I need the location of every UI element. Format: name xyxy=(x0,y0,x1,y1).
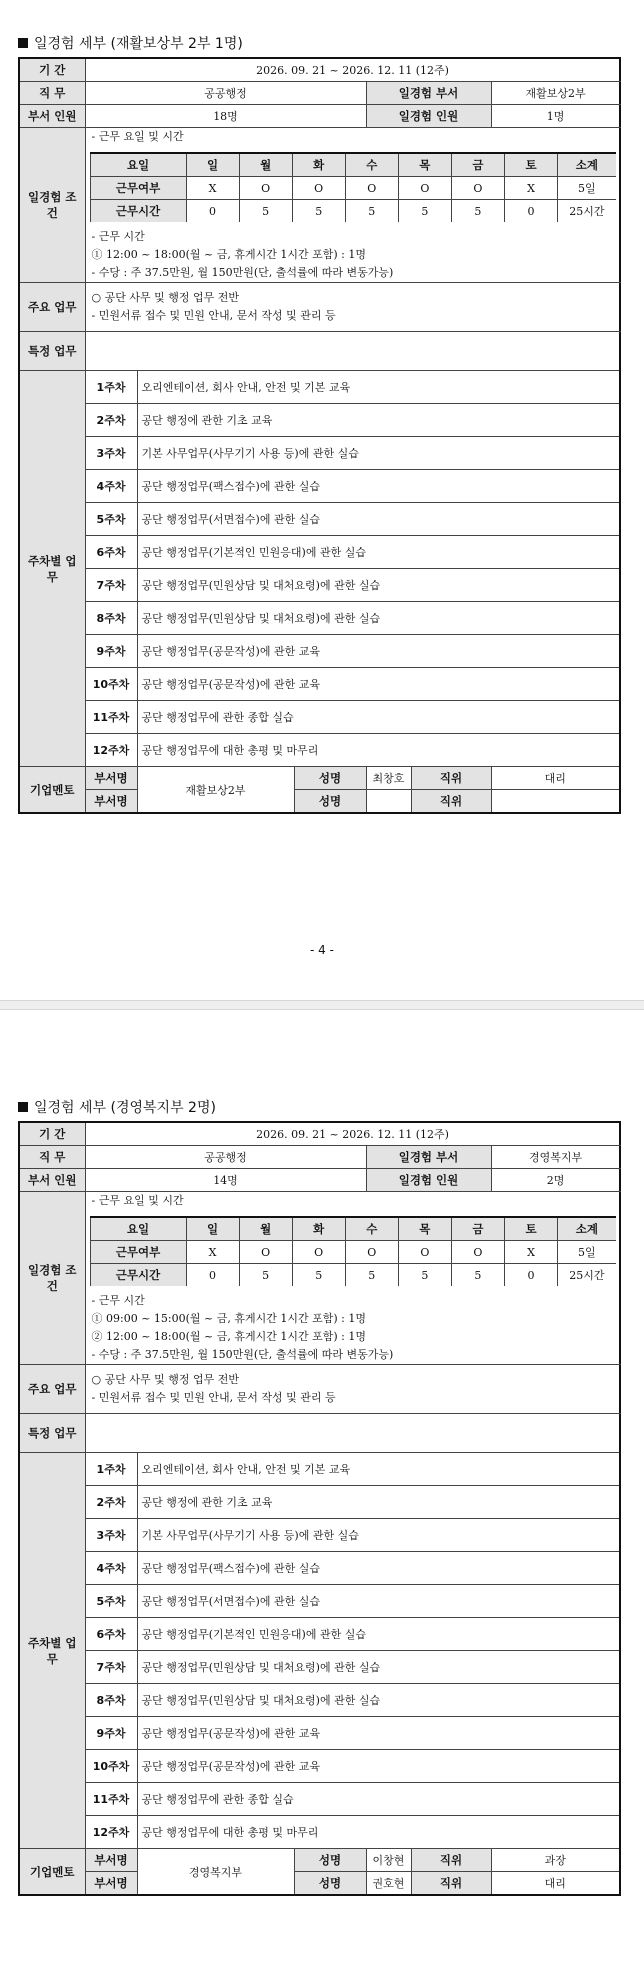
week-row xyxy=(19,503,620,536)
duty-label: 직 무 xyxy=(19,1146,85,1169)
schedule-header: 화 xyxy=(292,153,345,177)
work-days-title: - 근무 요일 및 시간 xyxy=(91,1194,184,1207)
mentor-label: 기업멘토 xyxy=(19,1849,85,1896)
hours-cell: 25시간 xyxy=(558,200,616,223)
week-task: 공단 행정업무(공문작성)에 관한 교육 xyxy=(137,668,620,701)
week-number: 10주차 xyxy=(85,1750,137,1783)
mentor-position-value: 과장 xyxy=(491,1849,620,1872)
exp-dept-label: 일경험 부서 xyxy=(366,1146,491,1169)
attendance-label: 근무여부 xyxy=(90,177,186,200)
special-task-value xyxy=(85,1414,620,1453)
week-task: 공단 행정업무(공문작성)에 관한 교육 xyxy=(137,1717,620,1750)
duty-value: 공공행정 xyxy=(85,1146,366,1169)
hours-cell: 5 xyxy=(451,200,504,223)
page-separator xyxy=(0,1000,644,1010)
attendance-cell: 5일 xyxy=(558,1241,616,1264)
week-row xyxy=(19,1816,620,1849)
condition-line: ② 12:00 ~ 18:00(월 ~ 금, 휴게시간 1시간 포함) : 1명 xyxy=(91,1330,366,1343)
mentor-dept-label: 부서명 xyxy=(85,1872,137,1896)
week-task: 공단 행정업무(기본적인 민원응대)에 관한 실습 xyxy=(137,536,620,569)
condition-line: - 수당 : 주 37.5만원, 월 150만원(단, 출석률에 따라 변동가능) xyxy=(91,1348,394,1361)
week-task: 공단 행정업무에 대한 총평 및 마무리 xyxy=(137,1816,620,1849)
hours-cell: 5 xyxy=(239,1264,292,1287)
attendance-cell: X xyxy=(504,1241,557,1264)
week-number: 7주차 xyxy=(85,569,137,602)
schedule-header: 요일 xyxy=(90,153,186,177)
week-task: 공단 행정업무(서면접수)에 관한 실습 xyxy=(137,1585,620,1618)
week-number: 2주차 xyxy=(85,404,137,437)
week-number: 3주차 xyxy=(85,437,137,470)
week-number: 4주차 xyxy=(85,470,137,503)
schedule-header: 월 xyxy=(239,1217,292,1241)
week-task: 공단 행정에 관한 기초 교육 xyxy=(137,1486,620,1519)
week-row xyxy=(19,1486,620,1519)
period-label: 기 간 xyxy=(19,58,85,82)
week-task: 공단 행정업무에 관한 종합 실습 xyxy=(137,1783,620,1816)
week-task: 공단 행정업무(공문작성)에 관한 교육 xyxy=(137,1750,620,1783)
condition-line: - 근무 시간 xyxy=(91,230,145,243)
conditions-label: 일경험 조 건 xyxy=(19,1192,85,1365)
week-number: 8주차 xyxy=(85,602,137,635)
week-row xyxy=(19,1585,620,1618)
week-number: 2주차 xyxy=(85,1486,137,1519)
week-row xyxy=(19,536,620,569)
week-row xyxy=(19,437,620,470)
mentor-dept-label: 부서명 xyxy=(85,790,137,814)
week-task: 기본 사무업무(사무기기 사용 등)에 관한 실습 xyxy=(137,437,620,470)
special-task-label: 특정 업무 xyxy=(19,332,85,371)
week-task: 공단 행정업무(팩스접수)에 관한 실습 xyxy=(137,470,620,503)
mentor-name-label: 성명 xyxy=(294,1872,366,1896)
week-row xyxy=(19,569,620,602)
dept-staff-value: 18명 xyxy=(85,105,366,128)
schedule-header: 소계 xyxy=(558,1217,616,1241)
week-row xyxy=(19,371,620,404)
exp-count-value: 1명 xyxy=(491,105,620,128)
week-number: 6주차 xyxy=(85,536,137,569)
dept-staff-label: 부서 인원 xyxy=(19,1169,85,1192)
mentor-label: 기업멘토 xyxy=(19,767,85,814)
hours-cell: 0 xyxy=(504,200,557,223)
week-row xyxy=(19,668,620,701)
week-number: 5주차 xyxy=(85,1585,137,1618)
hours-cell: 5 xyxy=(398,200,451,223)
week-task: 공단 행정업무(공문작성)에 관한 교육 xyxy=(137,635,620,668)
hours-cell: 0 xyxy=(186,200,239,223)
week-task: 기본 사무업무(사무기기 사용 등)에 관한 실습 xyxy=(137,1519,620,1552)
mentor-name-label: 성명 xyxy=(294,790,366,814)
attendance-cell: O xyxy=(451,177,504,200)
main-task-line: ○ 공단 사무 및 행정 업무 전반 xyxy=(91,291,239,304)
schedule-header: 목 xyxy=(398,153,451,177)
attendance-cell: X xyxy=(186,1241,239,1264)
week-task: 공단 행정업무에 관한 종합 실습 xyxy=(137,701,620,734)
week-row xyxy=(19,1684,620,1717)
mentor-dept-label: 부서명 xyxy=(85,767,137,790)
section-title: 일경험 세부 (경영복지부 2명) xyxy=(34,1100,216,1116)
mentor-position-label: 직위 xyxy=(411,1872,491,1896)
mentor-position-value xyxy=(491,790,620,814)
duty-label: 직 무 xyxy=(19,82,85,105)
mentor-name-value: 권호현 xyxy=(366,1872,411,1896)
schedule-header: 토 xyxy=(504,1217,557,1241)
attendance-cell: O xyxy=(398,1241,451,1264)
conditions-cell xyxy=(85,1192,620,1365)
week-task: 오리엔테이션, 회사 안내, 안전 및 기본 교육 xyxy=(137,371,620,404)
attendance-cell: O xyxy=(398,177,451,200)
work-days-title: - 근무 요일 및 시간 xyxy=(91,130,184,143)
condition-line: ① 09:00 ~ 15:00(월 ~ 금, 휴게시간 1시간 포함) : 1명 xyxy=(91,1312,366,1325)
hours-cell: 5 xyxy=(239,200,292,223)
week-number: 12주차 xyxy=(85,1816,137,1849)
week-task: 공단 행정에 관한 기초 교육 xyxy=(137,404,620,437)
mentor-name-label: 성명 xyxy=(294,767,366,790)
section-title: 일경험 세부 (재활보상부 2부 1명) xyxy=(34,36,243,52)
schedule-header: 토 xyxy=(504,153,557,177)
week-number: 4주차 xyxy=(85,1552,137,1585)
experience-table xyxy=(18,57,621,814)
main-task-line: ○ 공단 사무 및 행정 업무 전반 xyxy=(91,1373,239,1386)
attendance-cell: X xyxy=(504,177,557,200)
week-row xyxy=(19,1618,620,1651)
mentor-name-value xyxy=(366,790,411,814)
week-number: 1주차 xyxy=(85,1453,137,1486)
mentor-dept-label: 부서명 xyxy=(85,1849,137,1872)
mentor-dept-value: 재활보상2부 xyxy=(137,767,294,814)
attendance-label: 근무여부 xyxy=(90,1241,186,1264)
hours-cell: 0 xyxy=(504,1264,557,1287)
section-heading xyxy=(18,33,243,53)
week-task: 오리엔테이션, 회사 안내, 안전 및 기본 교육 xyxy=(137,1453,620,1486)
square-bullet-icon xyxy=(18,38,28,48)
mentor-position-label: 직위 xyxy=(411,1849,491,1872)
dept-staff-value: 14명 xyxy=(85,1169,366,1192)
schedule-table xyxy=(90,1216,616,1286)
week-row xyxy=(19,1750,620,1783)
weekly-tasks-label: 주차별 업무 xyxy=(19,371,85,767)
hours-cell: 5 xyxy=(345,1264,398,1287)
weekly-tasks-label: 주차별 업무 xyxy=(19,1453,85,1849)
schedule-header: 일 xyxy=(186,153,239,177)
week-number: 8주차 xyxy=(85,1684,137,1717)
attendance-cell: O xyxy=(239,177,292,200)
schedule-table xyxy=(90,152,616,222)
main-task-cell xyxy=(85,283,620,332)
week-row xyxy=(19,602,620,635)
exp-dept-value: 재활보상2부 xyxy=(491,82,620,105)
mentor-position-label: 직위 xyxy=(411,767,491,790)
week-task: 공단 행정업무(기본적인 민원응대)에 관한 실습 xyxy=(137,1618,620,1651)
attendance-cell: O xyxy=(345,177,398,200)
week-number: 6주차 xyxy=(85,1618,137,1651)
hours-cell: 5 xyxy=(398,1264,451,1287)
duty-value: 공공행정 xyxy=(85,82,366,105)
schedule-header: 금 xyxy=(451,153,504,177)
hours-label: 근무시간 xyxy=(90,1264,186,1287)
schedule-header: 수 xyxy=(345,153,398,177)
condition-line: ① 12:00 ~ 18:00(월 ~ 금, 휴게시간 1시간 포함) : 1명 xyxy=(91,248,366,261)
hours-cell: 5 xyxy=(292,1264,345,1287)
attendance-cell: O xyxy=(239,1241,292,1264)
attendance-cell: O xyxy=(292,177,345,200)
conditions-cell xyxy=(85,128,620,283)
main-task-label: 주요 업무 xyxy=(19,1365,85,1414)
main-task-cell xyxy=(85,1365,620,1414)
main-task-line: - 민원서류 접수 및 민원 안내, 문서 작성 및 관리 등 xyxy=(91,309,336,322)
exp-dept-value: 경영복지부 xyxy=(491,1146,620,1169)
hours-cell: 5 xyxy=(292,200,345,223)
hours-cell: 0 xyxy=(186,1264,239,1287)
period-value: 2026. 09. 21 ~ 2026. 12. 11 (12주) xyxy=(85,58,620,82)
exp-count-value: 2명 xyxy=(491,1169,620,1192)
square-bullet-icon xyxy=(18,1102,28,1112)
attendance-cell: 5일 xyxy=(558,177,616,200)
schedule-header: 소계 xyxy=(558,153,616,177)
week-row xyxy=(19,734,620,767)
week-number: 5주차 xyxy=(85,503,137,536)
page-number: - 4 - xyxy=(310,943,334,957)
experience-table xyxy=(18,1121,621,1896)
main-task-label: 주요 업무 xyxy=(19,283,85,332)
attendance-cell: O xyxy=(345,1241,398,1264)
week-task: 공단 행정업무(팩스접수)에 관한 실습 xyxy=(137,1552,620,1585)
dept-staff-label: 부서 인원 xyxy=(19,105,85,128)
attendance-cell: X xyxy=(186,177,239,200)
week-task: 공단 행정업무(민원상담 및 대처요령)에 관한 실습 xyxy=(137,569,620,602)
exp-count-label: 일경험 인원 xyxy=(366,1169,491,1192)
week-task: 공단 행정업무(민원상담 및 대처요령)에 관한 실습 xyxy=(137,602,620,635)
exp-dept-label: 일경험 부서 xyxy=(366,82,491,105)
condition-line: - 근무 시간 xyxy=(91,1294,145,1307)
hours-cell: 25시간 xyxy=(558,1264,616,1287)
schedule-header: 일 xyxy=(186,1217,239,1241)
week-row xyxy=(19,1717,620,1750)
week-task: 공단 행정업무(민원상담 및 대처요령)에 관한 실습 xyxy=(137,1651,620,1684)
week-row xyxy=(19,470,620,503)
hours-label: 근무시간 xyxy=(90,200,186,223)
week-row xyxy=(19,701,620,734)
schedule-header: 수 xyxy=(345,1217,398,1241)
schedule-header: 화 xyxy=(292,1217,345,1241)
schedule-header: 금 xyxy=(451,1217,504,1241)
period-label: 기 간 xyxy=(19,1122,85,1146)
week-row xyxy=(19,1552,620,1585)
week-number: 7주차 xyxy=(85,1651,137,1684)
week-number: 12주차 xyxy=(85,734,137,767)
schedule-header: 월 xyxy=(239,153,292,177)
hours-cell: 5 xyxy=(451,1264,504,1287)
special-task-label: 특정 업무 xyxy=(19,1414,85,1453)
hours-cell: 5 xyxy=(345,200,398,223)
week-row xyxy=(19,1783,620,1816)
main-task-line: - 민원서류 접수 및 민원 안내, 문서 작성 및 관리 등 xyxy=(91,1391,336,1404)
week-number: 9주차 xyxy=(85,635,137,668)
week-number: 1주차 xyxy=(85,371,137,404)
mentor-name-label: 성명 xyxy=(294,1849,366,1872)
week-number: 3주차 xyxy=(85,1519,137,1552)
exp-count-label: 일경험 인원 xyxy=(366,105,491,128)
week-row xyxy=(19,635,620,668)
mentor-position-value: 대리 xyxy=(491,1872,620,1896)
week-task: 공단 행정업무(서면접수)에 관한 실습 xyxy=(137,503,620,536)
period-value: 2026. 09. 21 ~ 2026. 12. 11 (12주) xyxy=(85,1122,620,1146)
special-task-value xyxy=(85,332,620,371)
conditions-label: 일경험 조 건 xyxy=(19,128,85,283)
week-row xyxy=(19,404,620,437)
week-task: 공단 행정업무(민원상담 및 대처요령)에 관한 실습 xyxy=(137,1684,620,1717)
mentor-dept-value: 경영복지부 xyxy=(137,1849,294,1896)
mentor-name-value: 최창호 xyxy=(366,767,411,790)
mentor-position-label: 직위 xyxy=(411,790,491,814)
week-number: 9주차 xyxy=(85,1717,137,1750)
condition-line: - 수당 : 주 37.5만원, 월 150만원(단, 출석률에 따라 변동가능) xyxy=(91,266,394,279)
week-number: 11주차 xyxy=(85,1783,137,1816)
schedule-header: 요일 xyxy=(90,1217,186,1241)
week-number: 10주차 xyxy=(85,668,137,701)
mentor-name-value: 이창현 xyxy=(366,1849,411,1872)
attendance-cell: O xyxy=(292,1241,345,1264)
section-heading xyxy=(18,1097,216,1117)
week-number: 11주차 xyxy=(85,701,137,734)
week-row xyxy=(19,1519,620,1552)
schedule-header: 목 xyxy=(398,1217,451,1241)
week-row xyxy=(19,1453,620,1486)
week-task: 공단 행정업무에 대한 총평 및 마무리 xyxy=(137,734,620,767)
mentor-position-value: 대리 xyxy=(491,767,620,790)
week-row xyxy=(19,1651,620,1684)
attendance-cell: O xyxy=(451,1241,504,1264)
